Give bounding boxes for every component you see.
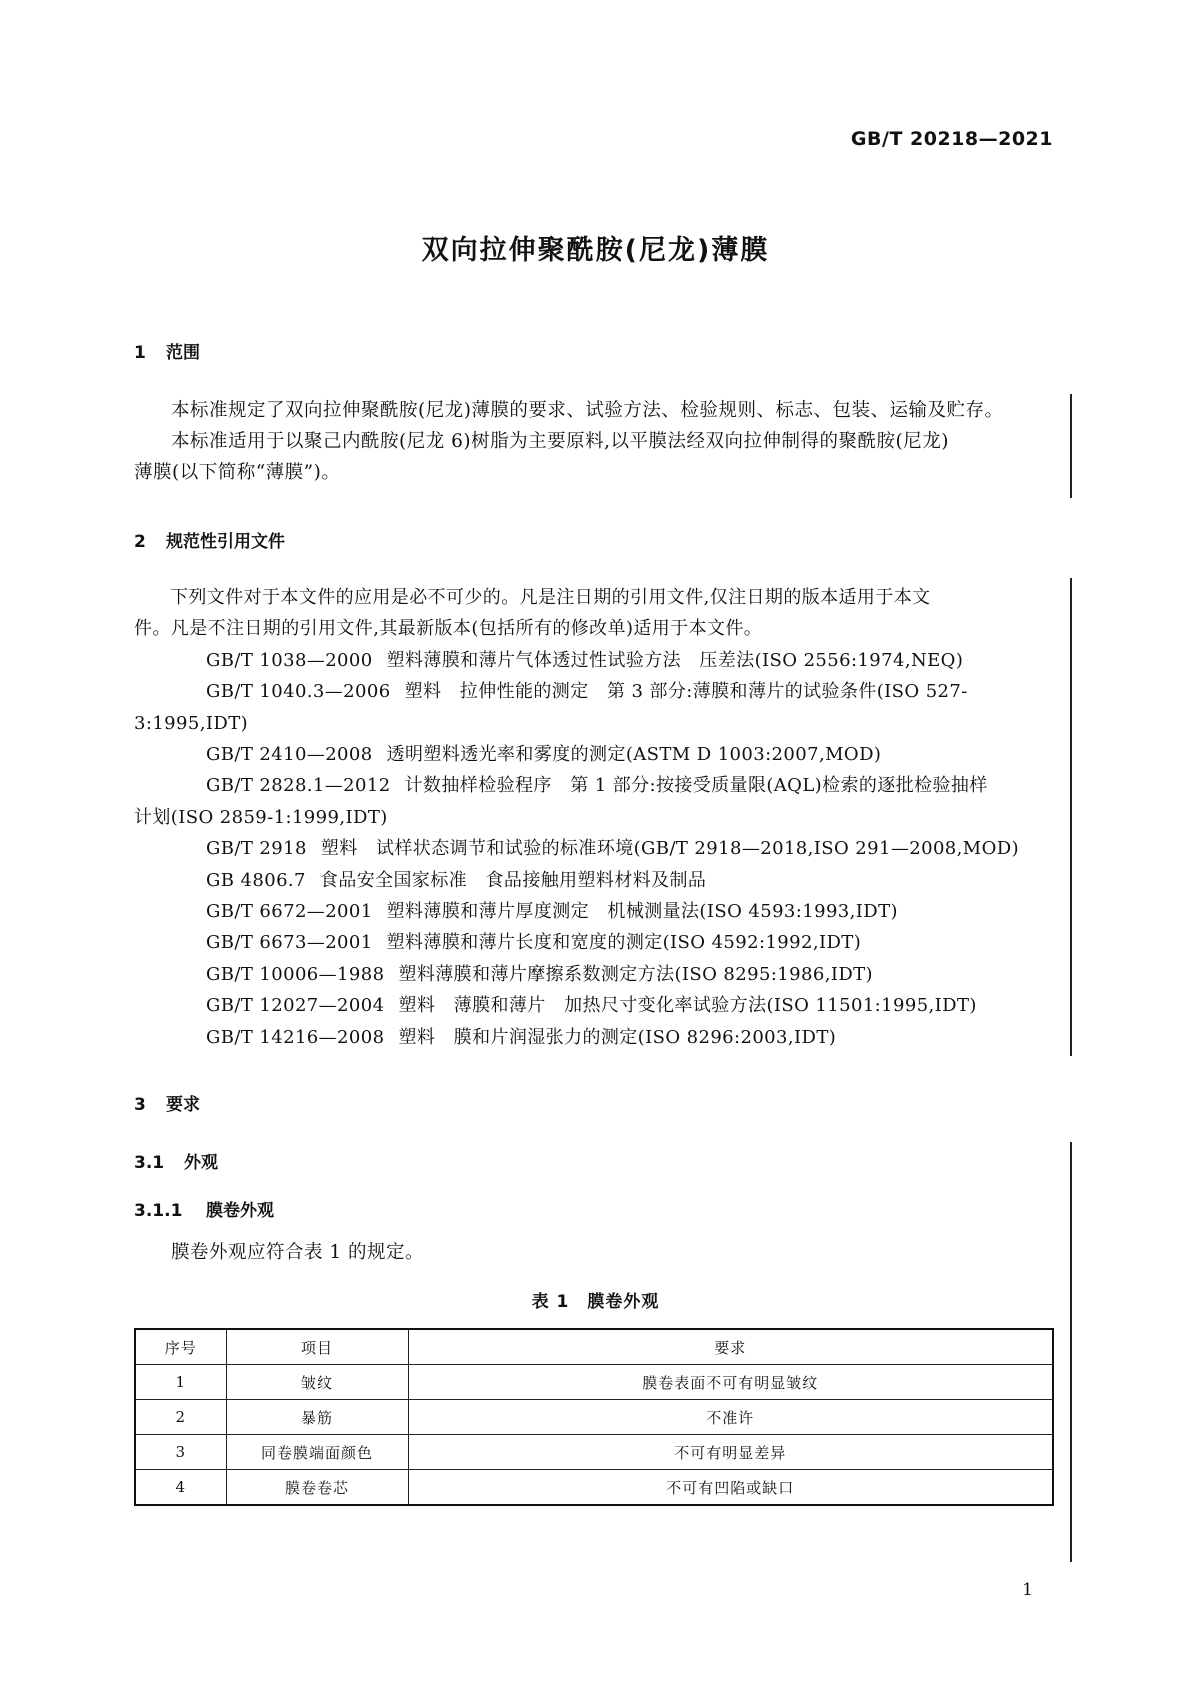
change-bar (1070, 1142, 1072, 1562)
section-3-heading (134, 1090, 200, 1115)
reference-item (134, 959, 1062, 990)
reference-code: GB/T 12027—2004 (206, 995, 385, 1017)
section-number: 2 (134, 532, 146, 552)
reference-title: 透明塑料透光率和雾度的测定(ASTM D 1003:2007,MOD) (386, 744, 882, 766)
section-title: 膜卷外观 (206, 1201, 274, 1221)
table-cell: 1 (135, 1365, 226, 1400)
table-cell: 不可有凹陷或缺口 (408, 1470, 1053, 1506)
reference-code: GB 4806.7 (206, 869, 306, 891)
reference-item (134, 865, 1062, 896)
section-1-body (134, 395, 1062, 488)
section-number: 3.1 (134, 1153, 165, 1173)
section-title: 范围 (166, 343, 200, 363)
reference-title: 塑料 拉伸性能的测定 第 3 部分:薄膜和薄片的试验条件(ISO 527- (404, 681, 968, 703)
reference-code: GB/T 1038—2000 (206, 649, 373, 671)
section-title: 外观 (184, 1153, 218, 1173)
table-cell: 4 (135, 1470, 226, 1506)
table-row (135, 1470, 1053, 1506)
reference-title: 食品安全国家标准 食品接触用塑料材料及制品 (319, 869, 707, 891)
change-bar (1070, 578, 1072, 1056)
reference-title: 塑料薄膜和薄片摩擦系数测定方法(ISO 8295:1986,IDT) (398, 963, 873, 985)
section-number: 3 (134, 1095, 146, 1115)
reference-code: GB/T 6672—2001 (206, 901, 373, 923)
section-title: 规范性引用文件 (166, 532, 285, 552)
table-cell: 同卷膜端面颜色 (226, 1435, 408, 1470)
reference-title: 塑料 薄膜和薄片 加热尺寸变化率试验方法(ISO 11501:1995,IDT) (398, 995, 977, 1017)
reference-item (134, 927, 1062, 958)
reference-item (134, 645, 1062, 676)
reference-code: GB/T 10006—1988 (206, 963, 385, 985)
reference-title: 塑料 膜和片润湿张力的测定(ISO 8296:2003,IDT) (398, 1026, 837, 1048)
section-3-1-1-heading (134, 1196, 274, 1221)
reference-item (134, 676, 1062, 707)
table-cell: 不可有明显差异 (408, 1435, 1053, 1470)
table-cell: 皱纹 (226, 1365, 408, 1400)
paragraph: 下列文件对于本文件的应用是必不可少的。凡是注日期的引用文件,仅注日期的版本适用于本文 (170, 587, 931, 608)
reference-title: 塑料薄膜和薄片长度和宽度的测定(ISO 4592:1992,IDT) (386, 932, 862, 954)
paragraph: 膜卷外观应符合表 1 的规定。 (171, 1242, 425, 1263)
table-cell: 暴筋 (226, 1400, 408, 1435)
section-1-heading (134, 338, 200, 363)
column-header: 项目 (226, 1329, 408, 1365)
reference-title: 塑料薄膜和薄片厚度测定 机械测量法(ISO 4593:1993,IDT) (386, 901, 898, 923)
section-number: 3.1.1 (134, 1201, 183, 1221)
section-2-heading (134, 527, 285, 552)
change-bar (1070, 394, 1072, 498)
document-title: 双向拉伸聚酰胺(尼龙)薄膜 (421, 235, 770, 266)
reference-item (134, 833, 1062, 864)
table-cell: 2 (135, 1400, 226, 1435)
table-row (135, 1365, 1053, 1400)
table-title: 表 1 膜卷外观 (531, 1292, 660, 1312)
reference-item (134, 896, 1062, 927)
table-header-row (135, 1329, 1053, 1365)
table-cell: 不准许 (408, 1400, 1053, 1435)
reference-code: GB/T 2918 (206, 838, 307, 860)
reference-item (134, 990, 1062, 1021)
column-header: 要求 (408, 1329, 1053, 1365)
reference-title: 计数抽样检验程序 第 1 部分:按接受质量限(AQL)检索的逐批检验抽样 (404, 775, 988, 797)
section-3-1-1-body (134, 1237, 1062, 1268)
table-cell: 膜卷表面不可有明显皱纹 (408, 1365, 1053, 1400)
paragraph: 件。凡是不注日期的引用文件,其最新版本(包括所有的修改单)适用于本文件。 (134, 618, 763, 640)
reference-title: 塑料 试样状态调节和试验的标准环境(GB/T 2918—2018,ISO 291—2008,MOD) (320, 838, 1020, 860)
section-3-1-heading (134, 1148, 218, 1173)
paragraph: 本标准规定了双向拉伸聚酰胺(尼龙)薄膜的要求、试验方法、检验规则、标志、包装、运输及贮存。 (171, 400, 1004, 421)
reference-code: GB/T 1040.3—2006 (206, 681, 391, 703)
reference-item (134, 770, 1062, 801)
section-number: 1 (134, 343, 146, 363)
column-header: 序号 (135, 1329, 226, 1365)
table-cell: 3 (135, 1435, 226, 1470)
standard-code: GB/T 20218—2021 (850, 128, 1053, 150)
section-title: 要求 (166, 1095, 200, 1115)
reference-code: GB/T 6673—2001 (206, 932, 373, 954)
table-row (135, 1400, 1053, 1435)
normative-references (134, 582, 1062, 1053)
reference-continuation: 3:1995,IDT) (134, 712, 249, 734)
paragraph: 薄膜(以下简称“薄膜”)。 (134, 462, 341, 483)
appearance-table (134, 1328, 1054, 1506)
reference-code: GB/T 2410—2008 (206, 744, 373, 766)
table-row (135, 1435, 1053, 1470)
reference-continuation: 计划(ISO 2859-1:1999,IDT) (134, 806, 388, 828)
reference-code: GB/T 14216—2008 (206, 1026, 385, 1048)
paragraph: 本标准适用于以聚己内酰胺(尼龙 6)树脂为主要原料,以平膜法经双向拉伸制得的聚酰胺(尼龙) (171, 431, 949, 452)
reference-code: GB/T 2828.1—2012 (206, 775, 391, 797)
reference-item (134, 739, 1062, 770)
reference-item (134, 1022, 1062, 1053)
table-cell: 膜卷卷芯 (226, 1470, 408, 1506)
page-number: 1 (1022, 1580, 1033, 1600)
reference-title: 塑料薄膜和薄片气体透过性试验方法 压差法(ISO 2556:1974,NEQ) (386, 649, 964, 671)
